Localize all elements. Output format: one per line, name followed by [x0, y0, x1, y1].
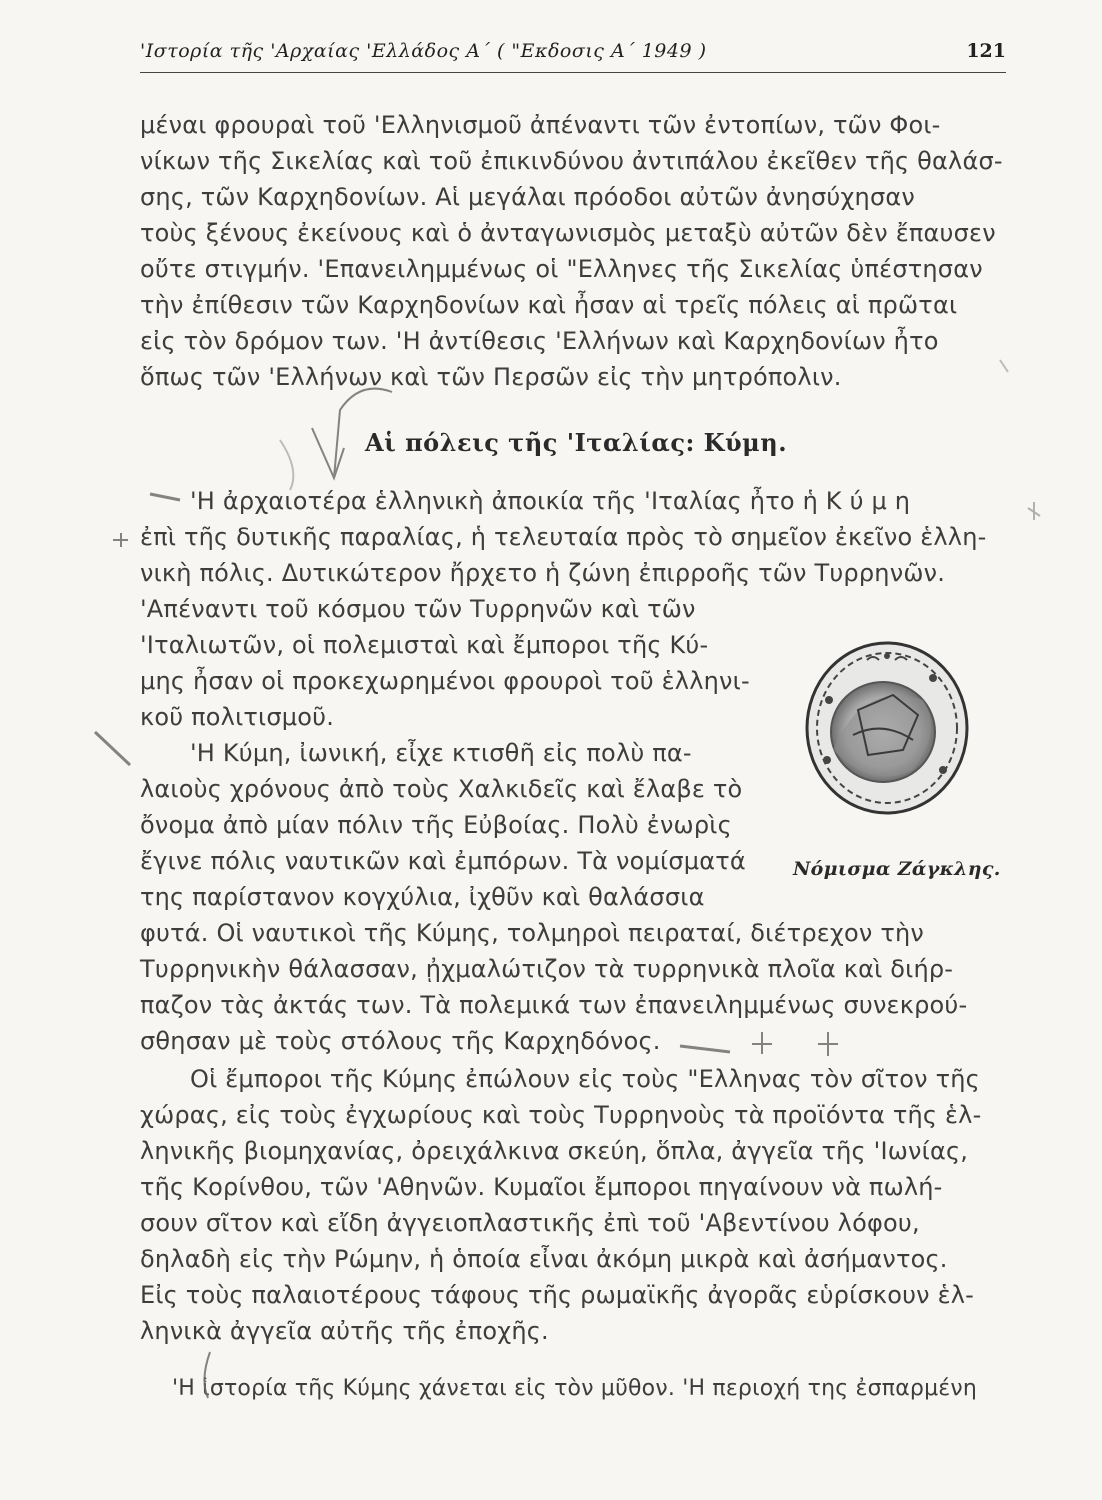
- text-line: 'Απέναντι τοῦ κόσμου τῶν Τυρρηνῶν καὶ τῶν: [140, 595, 696, 623]
- section-heading: Αἱ πόλεις τῆς 'Ιταλίας: Κύμη.: [365, 428, 788, 457]
- text-line: τῆς Κορίνθου, τῶν 'Αθηνῶν. Κυμαῖοι ἔμποροι πηγαίνουν νὰ πωλή-: [140, 1173, 943, 1201]
- text-line: μέναι φρουραὶ τοῦ 'Ελληνισμοῦ ἀπέναντι τῶν ἐντοπίων, τῶν Φοι-: [140, 111, 941, 139]
- text-line: εἰς τὸν δρόμον των. 'Η ἀντίθεσις 'Ελλήνων καὶ Καρχηδονίων ἦτο: [140, 327, 939, 355]
- text-line: 'Η ἀρχαιοτέρα ἑλληνικὴ ἀποικία τῆς 'Ιταλίας ἦτο ἡ Κ ύ μ η: [190, 487, 911, 515]
- text-line: Τυρρηνικὴν θάλασσαν, ᾐχμαλώτιζον τὰ τυρρηνικὰ πλοῖα καὶ διήρ-: [140, 955, 954, 983]
- text-line: 'Η ἱστορία τῆς Κύμης χάνεται εἰς τὸν μῦθον. 'Η περιοχή της ἐσπαρμένη: [172, 1376, 977, 1401]
- text-line: Εἰς τοὺς παλαιοτέρους τάφους τῆς ρωμαϊκῆς ἀγορᾶς εὑρίσκουν ἑλ-: [140, 1281, 975, 1309]
- text-line: παζον τὰς ἀκτάς των. Τὰ πολεμικά των ἐπανειλημμένως συνεκρού-: [140, 991, 968, 1019]
- page-number: 121: [966, 40, 1006, 62]
- text-line: δηλαδὴ εἰς τὴν Ρώμην, ἡ ὁποία εἶναι ἀκόμη μικρὰ καὶ ἀσήμαντος.: [140, 1245, 948, 1273]
- text-line: ληνικῆς βιομηχανίας, ὀρειχάλκινα σκεύη, ὅπλα, ἀγγεῖα τῆς 'Ιωνίας,: [140, 1137, 969, 1165]
- text-line: ἐπὶ τῆς δυτικῆς παραλίας, ἡ τελευταία πρὸς τὸ σημεῖον ἐκεῖνο ἑλλη-: [140, 523, 987, 551]
- text-line: μης ἦσαν οἱ προκεχωρημένοι φρουροὶ τοῦ ἑλληνι-: [140, 667, 750, 695]
- coin-image: [803, 640, 971, 816]
- text-line: σθησαν μὲ τοὺς στόλους τῆς Καρχηδόνος.: [140, 1027, 661, 1055]
- text-line: οὔτε στιγμήν. 'Επανειλημμένως οἱ "Ελληνες τῆς Σικελίας ὑπέστησαν: [140, 255, 983, 283]
- text-line: νίκων τῆς Σικελίας καὶ τοῦ ἐπικινδύνου ἀντιπάλου ἐκεῖθεν τῆς θαλάσ-: [140, 147, 1003, 175]
- text-line: φυτά. Οἱ ναυτικοὶ τῆς Κύμης, τολμηροὶ πειραταί, διέτρεχον τὴν: [140, 919, 924, 947]
- text-line: χώρας, εἰς τοὺς ἐγχωρίους καὶ τοὺς Τυρρηνοὺς τὰ προϊόντα τῆς ἑλ-: [140, 1101, 982, 1129]
- header-title: 'Ιστορία τῆς 'Αρχαίας 'Ελλάδος Α΄ ( "Εκδοσις Α΄ 1949 ): [140, 40, 707, 62]
- text-line: τοὺς ξένους ἐκείνους καὶ ὁ ἀνταγωνισμὸς μεταξὺ αὐτῶν δὲν ἔπαυσεν: [140, 219, 996, 247]
- text-line: ὅπως τῶν 'Ελλήνων καὶ τῶν Περσῶν εἰς τὴν μητρόπολιν.: [140, 363, 842, 391]
- text-line: τὴν ἐπίθεσιν τῶν Καρχηδονίων καὶ ἦσαν αἱ τρεῖς πόλεις αἱ πρῶται: [140, 291, 958, 319]
- running-header: [140, 36, 1006, 73]
- text-line: σουν σῖτον καὶ εἴδη ἀγγειοπλαστικῆς ἐπὶ τοῦ 'Αβεντίνου λόφου,: [140, 1209, 920, 1237]
- text-line: 'Η Κύμη, ἰωνική, εἶχε κτισθῆ εἰς πολὺ πα-: [190, 739, 692, 767]
- text-line: Οἱ ἔμποροι τῆς Κύμης ἐπώλουν εἰς τοὺς "Ελληνας τὸν σῖτον τῆς: [190, 1065, 980, 1093]
- text-line: σης, τῶν Καρχηδονίων. Αἱ μεγάλαι πρόοδοι αὐτῶν ἀνησύχησαν: [140, 183, 915, 211]
- text-line: ληνικὰ ἀγγεῖα αὐτῆς τῆς ἐποχῆς.: [140, 1317, 549, 1345]
- text-line: ἔγινε πόλις ναυτικῶν καὶ ἐμπόρων. Τὰ νομίσματά: [140, 847, 746, 875]
- text-line: κοῦ πολιτισμοῦ.: [140, 703, 335, 731]
- text-line: λαιοὺς χρόνους ἀπὸ τοὺς Χαλκιδεῖς καὶ ἔλαβε τὸ: [140, 775, 743, 803]
- text-line: νικὴ πόλις. Δυτικώτερον ἤρχετο ἡ ζώνη ἐπιρροῆς τῶν Τυρρηνῶν.: [140, 559, 946, 587]
- text-line: της παρίστανον κογχύλια, ἰχθῦν καὶ θαλάσσια: [140, 883, 705, 911]
- text-line: 'Ιταλιωτῶν, οἱ πολεμισταὶ καὶ ἔμποροι τῆς Κύ-: [140, 631, 709, 659]
- text-line: ὄνομα ἀπὸ μίαν πόλιν τῆς Εὐβοίας. Πολὺ ἐνωρὶς: [140, 811, 732, 839]
- figure-caption: Νόμισμα Ζάγκλης.: [793, 858, 1001, 880]
